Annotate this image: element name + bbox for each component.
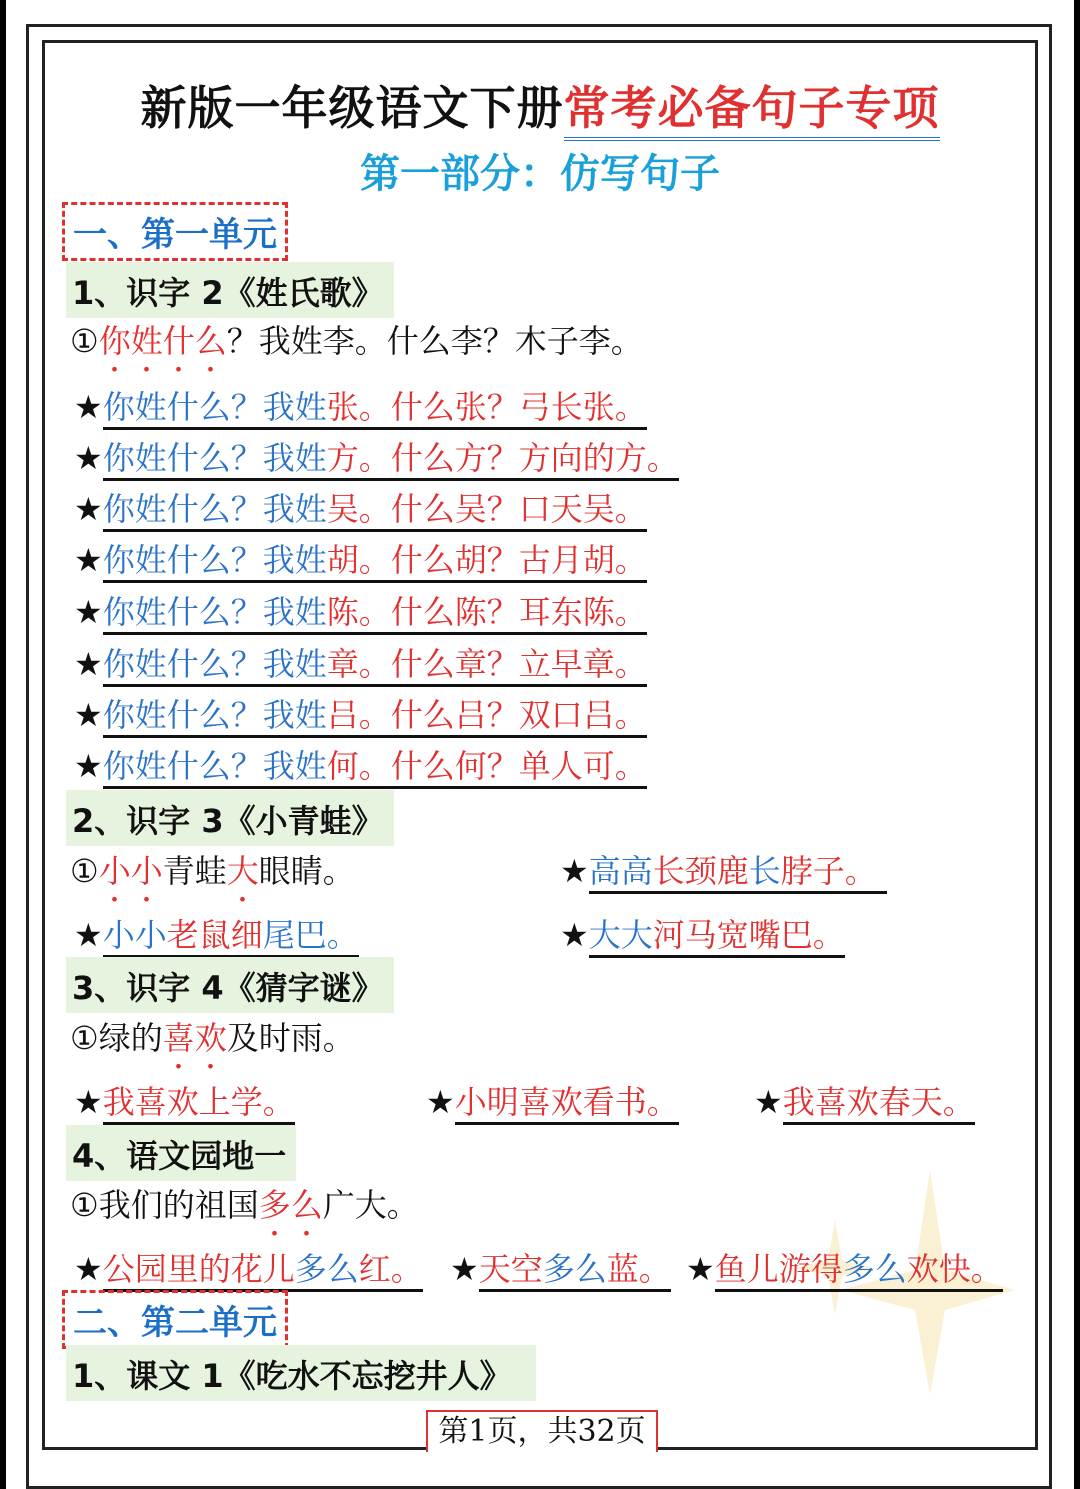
star-icon: ★ bbox=[560, 852, 589, 890]
lesson-heading-3: 3、识字 4《猜字谜》 bbox=[66, 957, 394, 1013]
practice-line bbox=[74, 1077, 295, 1123]
star-icon: ★ bbox=[74, 439, 103, 477]
line-red-part: 蓝。 bbox=[606, 1250, 671, 1288]
line-red-part: 何。什么何？单人可。 bbox=[326, 747, 647, 785]
star-icon: ★ bbox=[560, 916, 589, 954]
line-red-part: 鱼儿游得 bbox=[714, 1250, 843, 1288]
title-highlight: 常考必备句子专项 bbox=[564, 81, 940, 141]
line-blue-part: 大大 bbox=[588, 916, 653, 954]
line-blue-part: 高高 bbox=[588, 852, 653, 890]
line-blue-part: 你姓什么？我姓 bbox=[102, 388, 327, 426]
star-icon: ★ bbox=[426, 1083, 455, 1121]
line-red-part: 章。什么章？立早章。 bbox=[326, 645, 647, 683]
example-sentence-4 bbox=[70, 1180, 419, 1243]
example-marker: ① bbox=[70, 852, 99, 890]
practice-line bbox=[560, 910, 845, 956]
practice-line bbox=[560, 846, 887, 892]
example-sentence-2 bbox=[70, 846, 355, 909]
line-blue-part: 你姓什么？我姓 bbox=[102, 439, 327, 477]
star-icon: ★ bbox=[450, 1250, 479, 1288]
left-edge-bar bbox=[0, 0, 6, 1489]
lesson-heading-2: 2、识字 3《小青蛙》 bbox=[66, 790, 394, 846]
line-red-part: 胡。什么胡？古月胡。 bbox=[326, 541, 647, 579]
line-blue-part: 长 bbox=[748, 852, 781, 890]
page-subtitle: 第一部分：仿写句子 bbox=[360, 151, 720, 197]
star-icon: ★ bbox=[74, 388, 103, 426]
practice-line bbox=[450, 1244, 671, 1290]
line-blue-part: 你姓什么？我姓 bbox=[102, 593, 327, 631]
practice-line bbox=[426, 1077, 679, 1123]
star-icon: ★ bbox=[74, 1250, 103, 1288]
line-blue-part: 你姓什么？我姓 bbox=[102, 490, 327, 528]
line-red-part: 吴。什么吴？口天吴。 bbox=[326, 490, 647, 528]
unit-heading-2: 二、第二单元 bbox=[62, 1290, 288, 1349]
star-icon: ★ bbox=[74, 645, 103, 683]
lesson-heading-5: 1、课文 1《吃水不忘挖井人》 bbox=[66, 1345, 536, 1401]
practice-line bbox=[74, 639, 647, 685]
line-blue-part: 小小 bbox=[102, 916, 167, 954]
practice-line bbox=[74, 382, 647, 428]
line-red-part: 长颈鹿 bbox=[652, 852, 749, 890]
example-keyword: 大 bbox=[226, 852, 259, 890]
line-blue-part: 你姓什么？我姓 bbox=[102, 747, 327, 785]
line-red-part: 天空 bbox=[478, 1250, 543, 1288]
line-red-part: 陈。什么陈？耳东陈。 bbox=[326, 593, 647, 631]
practice-line bbox=[74, 690, 647, 736]
line-red-part: 喜欢 bbox=[814, 1083, 879, 1121]
line-red-part: 春天。 bbox=[878, 1083, 975, 1121]
practice-line bbox=[74, 587, 647, 633]
line-red-part: 公园里的花儿 bbox=[102, 1250, 295, 1288]
line-red-part: 张。什么张？弓长张。 bbox=[326, 388, 647, 426]
line-red-part: 方。什么方？方向的方。 bbox=[326, 439, 679, 477]
example-marker: ① bbox=[70, 322, 99, 360]
line-red-part: 我 bbox=[782, 1083, 815, 1121]
example-keyword: 喜欢 bbox=[162, 1019, 227, 1057]
right-edge-bar bbox=[1074, 0, 1080, 1489]
unit-heading-1: 一、第一单元 bbox=[62, 202, 288, 261]
practice-line bbox=[74, 433, 679, 479]
page-title bbox=[0, 72, 1080, 138]
line-blue-part: 你姓什么？我姓 bbox=[102, 645, 327, 683]
example-keyword: 小小 bbox=[98, 852, 163, 890]
example-marker: ①我们的祖国 bbox=[70, 1186, 259, 1224]
example-text: 青蛙 bbox=[162, 852, 227, 890]
star-icon: ★ bbox=[74, 916, 103, 954]
line-blue-part: 尾巴。 bbox=[262, 916, 359, 954]
example-rest: ？我姓李。什么李？木子李。 bbox=[226, 322, 643, 360]
practice-line bbox=[74, 1244, 423, 1290]
example-keyword: 你姓什么 bbox=[98, 322, 227, 360]
line-red-part: 红。 bbox=[358, 1250, 423, 1288]
line-blue-part: 多么 bbox=[842, 1250, 907, 1288]
example-sentence-1 bbox=[70, 316, 643, 379]
star-icon: ★ bbox=[74, 696, 103, 734]
line-red-part: 河马宽嘴巴。 bbox=[652, 916, 845, 954]
line-red-part: 喜欢 bbox=[518, 1083, 583, 1121]
example-rest: 广大。 bbox=[322, 1186, 419, 1224]
line-blue-part: 你姓什么？我姓 bbox=[102, 541, 327, 579]
practice-line bbox=[686, 1244, 1003, 1290]
line-red-part: 小明 bbox=[454, 1083, 519, 1121]
example-text: 眼睛。 bbox=[258, 852, 355, 890]
lesson-heading-4: 4、语文园地一 bbox=[66, 1125, 296, 1181]
line-red-part: 欢快。 bbox=[906, 1250, 1003, 1288]
practice-line bbox=[754, 1077, 975, 1123]
line-blue-part: 多么 bbox=[294, 1250, 359, 1288]
star-icon: ★ bbox=[74, 593, 103, 631]
star-icon: ★ bbox=[754, 1083, 783, 1121]
star-icon: ★ bbox=[74, 747, 103, 785]
line-red-part: 上学。 bbox=[198, 1083, 295, 1121]
practice-line bbox=[74, 910, 359, 956]
line-red-part: 喜欢 bbox=[134, 1083, 199, 1121]
page-number: 第1页，共32页 bbox=[426, 1410, 658, 1452]
practice-line bbox=[74, 741, 647, 787]
line-blue-part: 你姓什么？我姓 bbox=[102, 696, 327, 734]
line-blue-part: 多么 bbox=[542, 1250, 607, 1288]
lesson-heading-1: 1、识字 2《姓氏歌》 bbox=[66, 262, 394, 318]
example-marker: ①绿的 bbox=[70, 1019, 163, 1057]
title-main: 新版一年级语文下册 bbox=[140, 81, 564, 135]
example-rest: 及时雨。 bbox=[226, 1019, 355, 1057]
star-icon: ★ bbox=[74, 490, 103, 528]
star-icon: ★ bbox=[74, 541, 103, 579]
example-keyword: 多么 bbox=[258, 1186, 323, 1224]
star-icon: ★ bbox=[74, 1083, 103, 1121]
line-red-part: 我 bbox=[102, 1083, 135, 1121]
example-sentence-3 bbox=[70, 1013, 355, 1076]
line-red-part: 脖子。 bbox=[780, 852, 877, 890]
line-red-part: 吕。什么吕？双口吕。 bbox=[326, 696, 647, 734]
practice-line bbox=[74, 484, 647, 530]
practice-line bbox=[74, 535, 647, 581]
star-icon: ★ bbox=[686, 1250, 715, 1288]
line-red-part: 看书。 bbox=[582, 1083, 679, 1121]
line-red-part: 老鼠细 bbox=[166, 916, 263, 954]
